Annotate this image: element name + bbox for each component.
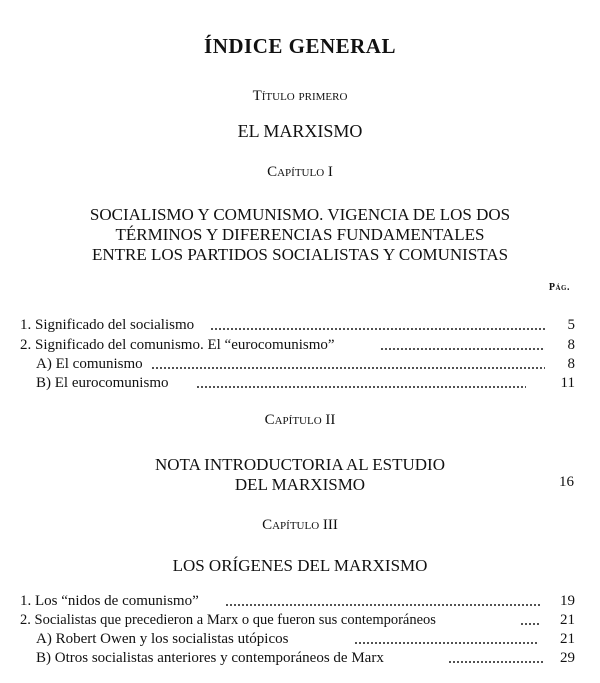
toc-entry-text: 2. Significado del comunismo. El “eurocomunismo” bbox=[20, 337, 338, 354]
toc-entry-page: 29 bbox=[560, 650, 575, 666]
index-title: ÍNDICE GENERAL bbox=[204, 34, 396, 58]
toc-entry-text: 2. Socialistas que precedieron a Marx o que fueron sus contemporáneos bbox=[20, 612, 439, 629]
page-column-header: Pág. bbox=[548, 282, 570, 293]
toc-entry-page: 8 bbox=[567, 337, 575, 353]
toc-entry-page: 8 bbox=[567, 356, 575, 372]
toc-entry-page: 21 bbox=[560, 631, 575, 647]
chapter-2-title-line: DEL MARXISMO bbox=[234, 475, 366, 494]
leader-dots bbox=[225, 604, 540, 606]
toc-entry-page: 5 bbox=[567, 317, 575, 333]
chapter-2-page: 16 bbox=[559, 474, 574, 490]
leader-dots bbox=[380, 348, 545, 350]
toc-entry[interactable] bbox=[36, 356, 575, 374]
chapter-1-title bbox=[0, 205, 600, 265]
leader-dots bbox=[151, 367, 545, 369]
toc-entry-text: A) Robert Owen y los socialistas utópicos bbox=[36, 631, 291, 648]
chapter-3-label: Capítulo III bbox=[262, 517, 338, 533]
toc-entry[interactable] bbox=[20, 593, 575, 611]
chapter-1-title-line: ENTRE LOS PARTIDOS SOCIALISTAS Y COMUNISTAS bbox=[91, 245, 509, 264]
chapter-2-title-line: NOTA INTRODUCTORIA AL ESTUDIO bbox=[155, 455, 445, 474]
chapter-1-label: Capítulo I bbox=[267, 164, 333, 180]
part-title: EL MARXISMO bbox=[237, 121, 363, 141]
toc-entry[interactable] bbox=[36, 650, 575, 668]
toc-entry-text: B) El eurocomunismo bbox=[36, 375, 171, 392]
chapter-3-title: LOS ORÍGENES DEL MARXISMO bbox=[172, 556, 428, 575]
part-label: Título primero bbox=[252, 88, 348, 104]
toc-entry-text: 1. Significado del socialismo bbox=[20, 317, 197, 334]
toc-entry[interactable] bbox=[36, 631, 575, 649]
toc-entry-text: B) Otros socialistas anteriores y contemporáneos de Marx bbox=[36, 650, 387, 667]
toc-entry-page: 19 bbox=[560, 593, 575, 609]
leader-dots bbox=[354, 642, 539, 644]
leader-dots bbox=[196, 386, 526, 388]
chapter-1-title-line: TÉRMINOS Y DIFERENCIAS FUNDAMENTALES bbox=[115, 225, 485, 244]
toc-entry-page: 21 bbox=[560, 612, 575, 628]
toc-entry-text: 1. Los “nidos de comunismo” bbox=[20, 593, 202, 610]
leader-dots bbox=[520, 623, 540, 625]
chapter-2-title[interactable] bbox=[0, 455, 600, 495]
toc-entry[interactable] bbox=[36, 375, 575, 393]
toc-entry[interactable] bbox=[20, 337, 575, 355]
toc-entry[interactable] bbox=[20, 317, 575, 335]
toc-entry[interactable] bbox=[20, 612, 575, 630]
toc-entry-page: 11 bbox=[560, 375, 575, 391]
leader-dots bbox=[210, 328, 545, 330]
chapter-2-label: Capítulo II bbox=[264, 412, 336, 428]
leader-dots bbox=[448, 661, 543, 663]
toc-entry-text: A) El comunismo bbox=[36, 356, 146, 373]
chapter-1-title-line: SOCIALISMO Y COMUNISMO. VIGENCIA DE LOS DOS bbox=[89, 205, 511, 224]
